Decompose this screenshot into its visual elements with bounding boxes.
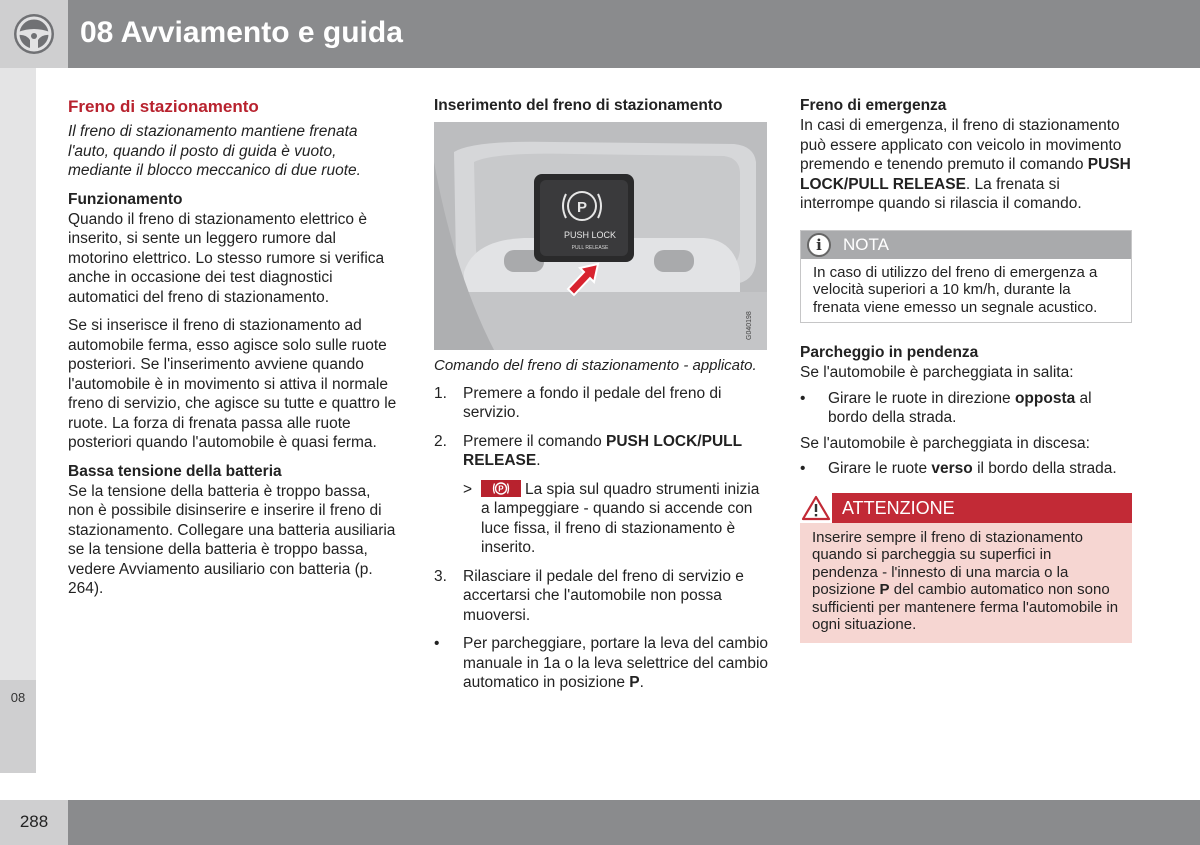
warning-header [800,493,1132,523]
svg-text:P: P [577,199,588,216]
note-box [800,230,1132,324]
parking-brake-warning-lamp-icon [481,480,521,497]
page-footer [0,800,1200,845]
paragraph: Se la tensione della batteria è troppo bassa, non è possibile disinserire e inserire il freno di stazionamento. Collegare una batteria ausiliaria se la tensione della batteria è troppo bassa, vedere Avviamento ausiliario con batteria (p. 264). [68,482,396,597]
paragraph: In casi di emergenza, il freno di stazionamento può essere applicato con veicolo in movimento premendo e tenendo premuto il comando PUSH LOCK/PULL RELEASE. La frenata si interrompe quando si rilascia il comando. [800,117,1131,212]
parking-brake-figure [434,122,767,350]
heading-funzionamento: Funzionamento [68,190,183,208]
column-2 [434,96,769,702]
parking-brake-illustration [434,122,767,350]
bullet-item: • Girare le ruote verso il bordo della strada. [800,460,1117,477]
note-header [801,231,1131,259]
pull-release-label: PULL RELEASE [571,245,609,251]
heading-pendenza: Parcheggio in pendenza [800,344,979,361]
steering-wheel-icon [12,12,56,56]
warning-title: ATTENZIONE [842,497,955,518]
section-title: Freno di stazionamento [68,97,259,116]
section-heading: Inserimento del freno di stazionamento [434,97,723,114]
page-title: 08 Avviamento e guida [80,16,403,49]
heading-batteria: Bassa tensione della batteria [68,462,282,480]
sub-list-item: > P La spia sul quadro strumenti inizia a lampeggiare - quando si accende con luce fissa, il freno di stazionamento è inserito. [463,480,760,556]
warning-text: Inserire sempre il freno di stazionamento quando si parcheggia su superfici in pendenza - l'innesto di una marcia o la posizione P del cambio automatico non sono sufficienti per mantenere ferma l'automobile in ogni situazione. [812,528,1119,633]
push-lock-label: PUSH LOCK [563,230,617,240]
paragraph: Quando il freno di stazionamento elettrico è inserito, si sente un leggero rumore dal motorino elettrico. Lo stesso rumore si verifica anche in occasione dei test diagnostici automatici del freno di stazionamento. [68,210,385,306]
bullet-item: • Per parcheggiare, portare la leva del cambio manuale in 1a o la leva selettrice del cambio automatico in posizione P. [434,635,769,691]
page-number: 288 [19,812,49,831]
paragraph: Se l'automobile è parcheggiata in salita: [800,364,1074,381]
chapter-tab-label: 08 [10,690,26,705]
list-item: 3. Rilasciare il pedale del freno di servizio e accertarsi che l'automobile non possa muoversi. [434,567,744,624]
chapter-side-tab [0,68,36,773]
column-3 [800,96,1132,643]
figure-caption: Comando del freno di stazionamento - applicato. [434,357,757,374]
warning-triangle-icon [800,493,832,523]
bullet-item: • Girare le ruote in direzione opposta al bordo della strada. [800,389,1092,426]
note-title: NOTA [843,234,889,254]
list-item: 2. Premere il comando PUSH LOCK/PULL RELEASE. [434,432,742,469]
figure-code: G040198 [746,311,753,340]
heading-emergenza: Freno di emergenza [800,97,947,114]
paragraph: Se si inserisce il freno di stazionamento ad automobile ferma, esso agisce solo sulle ruote posteriori. Se l'inserimento avviene quando l'automobile è in movimento si attiva il normale freno di servizio, che agisce su tutte e quattro le ruote. La forza di frenata passa alle ruote posteriori quando l'automobile è quasi ferma. [68,317,397,451]
header-icon-box [0,0,68,68]
intro-text: Il freno di stazionamento mantiene frenata l'auto, quando il posto di guida è vuoto, mediante il blocco meccanico di due ruote. [68,123,361,179]
paragraph: Se l'automobile è parcheggiata in discesa: [800,434,1090,452]
info-icon: i [807,233,831,257]
list-item: 1. Premere a fondo il pedale del freno di servizio. [434,384,722,421]
column-1 [68,96,398,599]
svg-text:P: P [498,484,504,493]
note-text: In caso di utilizzo del freno di emergenza a velocità superiori a 10 km/h, durante la frenata viene emesso un segnale acustico. [813,263,1098,316]
warning-box [800,493,1132,643]
